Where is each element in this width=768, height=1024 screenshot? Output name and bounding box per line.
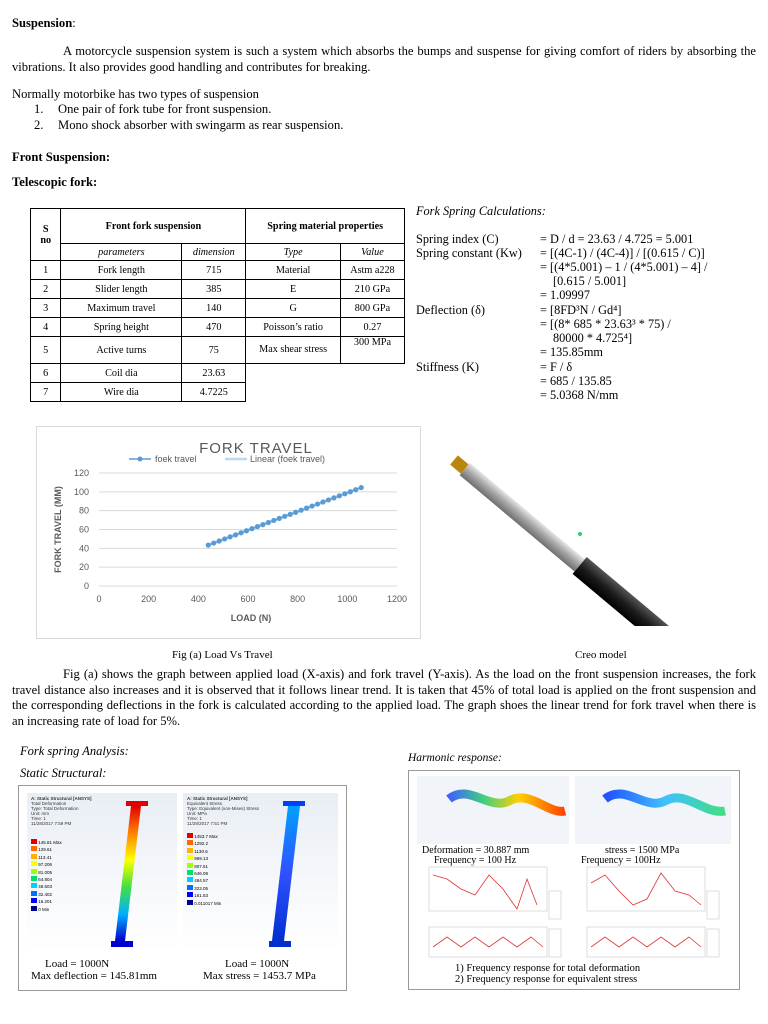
chart-point — [222, 536, 227, 541]
cell-type: Material — [246, 261, 341, 280]
chart-y-tick: 60 — [78, 524, 89, 535]
harmonic-frequency-left: Frequency = 100 Hz — [434, 855, 517, 866]
harmonic-stress: stress = 1500 MPa — [605, 845, 680, 856]
chart-point — [309, 503, 314, 508]
cell-sno: 6 — [31, 364, 61, 383]
calc-value-stiffness: = 5.0368 N/mm — [540, 388, 619, 402]
list-number: 2. — [34, 117, 44, 132]
panel-header: A: Static Structural [ANSYS] — [187, 796, 248, 801]
creo-fork-model — [440, 446, 730, 626]
chart-point — [331, 495, 336, 500]
cell-sno: 1 — [31, 261, 61, 280]
panel-sub: Unit: mm — [31, 811, 49, 816]
harmonic-title: Harmonic response: — [408, 752, 502, 764]
chart-point — [293, 510, 298, 515]
intro-paragraph: A motorcycle suspension system is such a system which absorbs the bumps and suspense for giving comfort of riders by absorbing the vibrations. It also provides good handling and contributes for breaking. — [12, 44, 756, 74]
legend-value: 64.804 — [38, 877, 53, 883]
cell-value: 300 MPa — [340, 337, 404, 364]
panel-sub: Type: Equivalent (von-Mises) Stress — [187, 806, 260, 811]
list-number: 1. — [34, 102, 44, 116]
cell-dim: 385 — [182, 280, 246, 299]
chart-point — [353, 487, 358, 492]
legend-value: 161.53 — [194, 893, 209, 899]
chart-x-tick: 600 — [240, 594, 256, 604]
cell-type: G — [246, 299, 341, 318]
deformation-spring — [27, 793, 177, 951]
freq-plot-deformation-1 — [429, 867, 561, 919]
fig-a-paragraph: Fig (a) shows the graph between applied load (X-axis) and fork travel (Y-axis). As the load on the front suspension increases, the fork travel distance also increases and it is observed that it follows linear trend. It is taken that 45% of total load is applied on the front suspension and the corresponding deflections in the fork is calculated according to the applied load. The graph shoes the linear trend for fork travel when there is an increasing rate of load for 5%. — [12, 667, 756, 728]
caption-fig-a: Fig (a) Load Vs Travel — [172, 649, 273, 661]
list-text: Mono shock absorber with swingarm as rear suspension. — [58, 117, 344, 132]
legend-value: 0.011017 Min — [194, 900, 222, 906]
cell-type: Max shear stress — [246, 337, 341, 364]
list-item — [34, 118, 343, 134]
calc-label-stiffness: Stiffness (K) — [416, 360, 479, 374]
chart-point — [337, 493, 342, 498]
chart-y-tick: 20 — [78, 562, 89, 573]
chart-point — [271, 518, 276, 523]
cell-dim: 23.63 — [182, 364, 246, 383]
fork-stanchion — [460, 463, 585, 572]
freq-plot-stress-1 — [587, 867, 719, 919]
legend-value: 32.402 — [38, 891, 53, 897]
caption-creo: Creo model — [575, 649, 627, 661]
chart-point — [326, 497, 331, 502]
stress-spring — [183, 793, 338, 951]
chart-y-tick: 0 — [83, 581, 89, 591]
calc-value-constant: = 1.09997 — [540, 288, 590, 302]
cell-dim: 75 — [182, 337, 246, 364]
legend-value: 129.61 — [38, 847, 53, 853]
cell-sno: 3 — [31, 299, 61, 318]
calc-title: Fork Spring Calculations: — [416, 204, 546, 218]
chart-point — [359, 485, 364, 490]
panel-sub: 11/28/2017 7:59 PM — [31, 821, 72, 826]
cell-param: Wire dia — [61, 383, 182, 402]
cell-value: 0.27 — [340, 318, 404, 337]
chart-point — [255, 524, 260, 529]
fork-slider — [573, 557, 679, 626]
cell-sno: 7 — [31, 383, 61, 402]
legend-value: 484.57 — [194, 878, 209, 884]
panel-sub: Time: 1 — [187, 816, 202, 821]
legend-value: 1453.7 Max — [194, 834, 218, 839]
chart-y-tick: 40 — [78, 543, 89, 554]
cell-value: 210 GPa — [340, 280, 404, 299]
chart-point — [277, 516, 282, 521]
legend-value: 1130.6 — [194, 848, 208, 854]
chart-point — [260, 522, 265, 527]
th-sno-2: no — [40, 234, 52, 246]
cell-type: E — [246, 280, 341, 299]
table-row — [31, 280, 405, 299]
chart-x-tick: 800 — [290, 594, 306, 604]
types-intro: Normally motorbike has two types of suspension — [12, 87, 259, 101]
panel-header: A: Static Structural [ANSYS] — [31, 796, 92, 801]
heading-text: Suspension — [12, 16, 73, 30]
calc-value-constant: [0.615 / 5.001] — [553, 274, 627, 288]
th-dimension: dimension — [182, 244, 246, 261]
legend-series-marker — [138, 457, 143, 462]
creo-model-figure — [440, 446, 730, 626]
cell-value: 800 GPa — [340, 299, 404, 318]
harmonic-deformation: Deformation = 30.887 mm — [422, 845, 530, 856]
th-spring-material: Spring material properties — [246, 209, 405, 244]
chart-x-tick: 1000 — [337, 594, 358, 604]
load-right: Load = 1000N — [225, 958, 290, 970]
freq-plot-deformation-2 — [429, 927, 561, 957]
legend-value: 1292.2 — [194, 841, 209, 847]
chart-y-tick: 80 — [78, 505, 89, 516]
calc-value-deflection: = [8FD³N / Gd⁴] — [540, 303, 622, 317]
chart-y-tick: 100 — [73, 486, 89, 497]
calc-label-constant: Spring constant (Kw) — [416, 246, 522, 260]
legend-series-label: foek travel — [155, 454, 197, 464]
calc-label-deflection: Deflection (δ) — [416, 303, 485, 317]
chart-point — [249, 526, 254, 531]
cell-param: Slider length — [61, 280, 182, 299]
chart-point — [233, 532, 238, 537]
chart-point — [211, 540, 216, 545]
heading-front-suspension: Front Suspension: — [12, 150, 111, 164]
cell-sno: 4 — [31, 318, 61, 337]
legend-value: 323.05 — [194, 885, 209, 891]
panel-sub: 11/28/2017 7:51 PM — [187, 821, 228, 826]
table-row — [31, 299, 405, 318]
max-deflection: Max deflection = 145.81mm — [31, 970, 157, 982]
th-front-fork: Front fork suspension — [61, 209, 246, 244]
calc-value-deflection: = [(8* 685 * 23.63³ * 75) / — [540, 317, 671, 331]
static-title: Static Structural: — [20, 766, 107, 780]
cell-param: Active turns — [61, 337, 182, 364]
max-stress: Max stress = 1453.7 MPa — [203, 970, 316, 982]
list-item — [34, 102, 343, 118]
chart-point — [288, 512, 293, 517]
stress-panel — [183, 793, 338, 951]
chart-point — [342, 491, 347, 496]
heading-telescopic-fork: Telescopic fork: — [12, 175, 98, 189]
chart-point — [228, 534, 233, 539]
table-row — [31, 318, 405, 337]
legend-value: 646.09 — [194, 871, 209, 877]
chart-x-tick: 1200 — [386, 594, 408, 604]
cell-value: Astm a228 — [340, 261, 404, 280]
harmonic-frequency-right: Frequency = 100Hz — [581, 855, 661, 866]
legend-value: 113.41 — [38, 854, 52, 860]
harmonic-note-2: 2) Frequency response for equivalent stress — [455, 974, 638, 985]
cell-sno: 2 — [31, 280, 61, 299]
fork-marker — [578, 532, 582, 536]
chart-title: FORK TRAVEL — [199, 440, 313, 457]
chart-point — [304, 506, 309, 511]
table-row — [31, 364, 405, 383]
types-list — [34, 102, 343, 133]
chart-x-tick: 0 — [96, 594, 102, 604]
panel-sub: Time: 1 — [31, 816, 46, 821]
calc-value-index: = D / d = 23.63 / 4.725 = 5.001 — [540, 232, 694, 246]
legend-value: 97.206 — [38, 862, 53, 868]
chart-point — [299, 508, 304, 513]
legend-value: 969.13 — [194, 856, 209, 862]
cell-param: Spring height — [61, 318, 182, 337]
th-sno — [31, 209, 61, 261]
chart-point — [348, 489, 353, 494]
chart-x-tick: 200 — [141, 594, 157, 604]
heading-colon: : — [72, 16, 76, 30]
panel-sub: Total Deformation — [31, 801, 67, 806]
spring-calculations — [416, 204, 766, 404]
harmonic-response-figure — [408, 770, 740, 990]
calc-value-deflection: 80000 * 4.725⁴] — [553, 331, 633, 345]
chart-y-tick: 120 — [73, 468, 89, 478]
th-value: Value — [340, 244, 404, 261]
chart-x-label: LOAD (N) — [230, 613, 272, 623]
chart-point — [266, 520, 271, 525]
chart-y-label: FORK TRAVEL (MM) — [53, 486, 63, 573]
calc-value-stiffness: = F / δ — [540, 360, 573, 374]
panel-sub: Type: Total Deformation — [31, 806, 79, 811]
chart-x-tick: 400 — [190, 594, 206, 604]
calc-value-constant: = [(4C-1) / (4C-4)] / [(0.615 / C)] — [540, 246, 705, 260]
cell-dim: 4.7225 — [182, 383, 246, 402]
legend-trend-label: Linear (foek travel) — [250, 454, 326, 464]
cell-param: Maximum travel — [61, 299, 182, 318]
th-sno-1: S — [42, 223, 49, 235]
calc-value-stiffness: = 685 / 135.85 — [540, 374, 612, 388]
chart-point — [244, 528, 249, 533]
table-row — [31, 261, 405, 280]
chart-point — [238, 530, 243, 535]
chart-point — [206, 543, 211, 548]
chart-point — [320, 499, 325, 504]
th-type: Type — [246, 244, 341, 261]
table-row — [31, 337, 405, 364]
panel-sub: Equivalent Stress — [187, 801, 223, 806]
cell-param: Fork length — [61, 261, 182, 280]
list-text: One pair of fork tube for front suspension. — [58, 102, 272, 116]
calc-label-index: Spring index (C) — [416, 232, 499, 246]
analysis-title: Fork spring Analysis: — [20, 744, 129, 758]
chart-point — [217, 538, 222, 543]
freq-plot-stress-2 — [587, 927, 719, 957]
deformation-panel — [27, 793, 177, 951]
fork-travel-chart — [37, 427, 420, 638]
legend-value: 16.201 — [38, 899, 53, 905]
harmonic-note-1: 1) Frequency response for total deformation — [455, 963, 641, 974]
legend-value: 145.81 Max — [38, 840, 62, 845]
chart-point — [315, 501, 320, 506]
chart-point — [282, 514, 287, 519]
cell-type: Poisson’s ratio — [246, 318, 341, 337]
fork-tube-group — [444, 448, 702, 626]
cell-dim: 470 — [182, 318, 246, 337]
static-structural-figure — [18, 785, 347, 991]
panel-sub: Unit: MPa — [187, 811, 207, 816]
cell-sno: 5 — [31, 337, 61, 364]
legend-value: 807.61 — [194, 863, 209, 869]
cell-dim: 140 — [182, 299, 246, 318]
cell-dim: 715 — [182, 261, 246, 280]
spec-table — [30, 208, 405, 402]
legend-value: 48.603 — [38, 884, 53, 890]
cell-param: Coil dia — [61, 364, 182, 383]
section-heading-suspension — [12, 16, 76, 32]
calc-value-constant: = [(4*5.001) – 1 / (4*5.001) – 4] / — [540, 260, 708, 274]
cell-empty — [246, 383, 405, 402]
legend-value: 0 Min — [38, 906, 50, 912]
calc-value-deflection: = 135.85mm — [540, 345, 603, 359]
th-parameters: parameters — [61, 244, 182, 261]
legend-value: 81.005 — [38, 869, 53, 875]
load-left: Load = 1000N — [45, 958, 110, 970]
cell-empty — [246, 364, 405, 383]
harmonic-graphics — [409, 771, 739, 989]
table-row — [31, 383, 405, 402]
fork-travel-chart-frame — [36, 426, 421, 639]
